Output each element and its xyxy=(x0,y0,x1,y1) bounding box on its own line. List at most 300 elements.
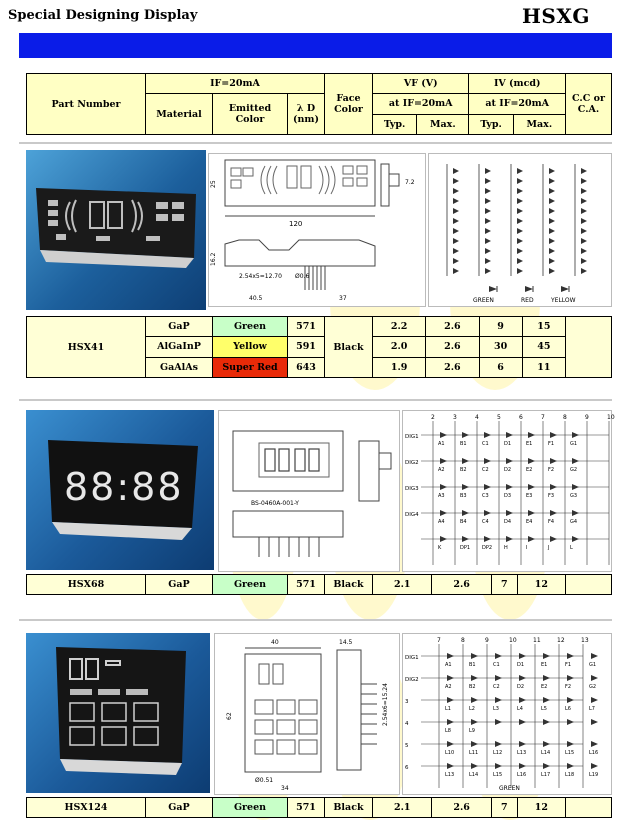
pin-number: 7 xyxy=(437,637,441,644)
hsx41-height-label: 25 xyxy=(210,180,217,188)
brand-name: HSXG xyxy=(522,4,590,28)
pin-number: 10 xyxy=(607,414,615,421)
diode-symbol xyxy=(485,188,491,194)
diode-symbol xyxy=(471,653,478,659)
diode-symbol xyxy=(549,228,555,234)
hsx124-dia-label: Ø0.51 xyxy=(255,777,274,784)
segment-label: L17 xyxy=(541,772,551,778)
segment-label: D2 xyxy=(504,467,512,473)
segment-label: L11 xyxy=(469,750,479,756)
hsx41-ivtyp-2: 30 xyxy=(479,337,522,357)
hsx68-face: Black xyxy=(325,575,373,595)
pin-number: 12 xyxy=(557,637,565,644)
diode-symbol xyxy=(519,719,526,725)
hsx41-vfmax-3: 2.6 xyxy=(426,357,479,377)
hsx41-vfmax-2: 2.6 xyxy=(426,337,479,357)
segment-label: B2 xyxy=(469,684,476,690)
segment-label: G2 xyxy=(589,684,597,690)
segment-label: G1 xyxy=(570,441,578,447)
segment-label: G4 xyxy=(570,519,578,525)
hsx41-color-1: Green xyxy=(213,317,288,337)
diode-symbol xyxy=(549,268,555,274)
diode-symbol xyxy=(453,188,459,194)
segment-label: D3 xyxy=(504,493,512,499)
segment-label: C2 xyxy=(493,684,500,690)
diode-symbol xyxy=(549,248,555,254)
diode-symbol xyxy=(543,719,550,725)
diode-symbol xyxy=(453,258,459,264)
segment-label: E1 xyxy=(526,441,533,447)
hsx124-width-label: 40 xyxy=(271,639,279,646)
diode-symbol xyxy=(581,228,587,234)
segment-label: B2 xyxy=(460,467,467,473)
segment-label: A4 xyxy=(438,519,445,525)
diode-symbol xyxy=(517,228,523,234)
segment-label: D1 xyxy=(517,662,525,668)
diode-symbol xyxy=(572,484,579,490)
diode-symbol xyxy=(549,188,555,194)
segment-label: L10 xyxy=(445,750,455,756)
diode-symbol xyxy=(581,198,587,204)
diode-symbol xyxy=(447,675,454,681)
segment-label: L13 xyxy=(517,750,527,756)
segment-label: E4 xyxy=(526,519,533,525)
segment-label: DP1 xyxy=(460,545,471,551)
hsx68-circuit xyxy=(402,410,615,572)
diode-symbol xyxy=(549,178,555,184)
segment-label: F3 xyxy=(548,493,555,499)
diode-symbol xyxy=(462,458,469,464)
pin-number: 6 xyxy=(519,414,523,421)
segment-label: E3 xyxy=(526,493,533,499)
segment-label: F1 xyxy=(565,662,572,668)
iv-header: IV (mcd) xyxy=(469,74,566,94)
segment-label: L5 xyxy=(541,706,547,712)
segment-label: L15 xyxy=(493,772,503,778)
hsx124-pin-label: 2.54x6=15.24 xyxy=(382,683,389,726)
diode-symbol xyxy=(484,458,491,464)
diode-symbol xyxy=(550,432,557,438)
iv-typ-header: Typ. xyxy=(469,114,513,134)
diode-symbol xyxy=(484,510,491,516)
hsx41-spec-table xyxy=(26,316,612,378)
diode-symbol xyxy=(581,168,587,174)
diode-symbol xyxy=(581,248,587,254)
hsx41-color-2: Yellow xyxy=(213,337,288,357)
row-label: 6 xyxy=(405,765,409,771)
segment-label: L16 xyxy=(589,750,599,756)
diode-symbol xyxy=(495,719,502,725)
row-label: DIG1 xyxy=(405,655,419,661)
diode-symbol xyxy=(495,741,502,747)
vf-condition: at IF=20mA xyxy=(373,94,469,114)
diode-symbol xyxy=(543,763,550,769)
hsx41-circuit xyxy=(428,153,612,307)
hsx41-d3-label: 37 xyxy=(339,295,347,302)
material-header: Material xyxy=(146,94,213,135)
diode-symbol xyxy=(453,238,459,244)
diode-symbol xyxy=(550,458,557,464)
hsx68-code: BS-0460A-001-Y xyxy=(251,500,299,507)
segment-label: L6 xyxy=(565,706,571,712)
diode-symbol xyxy=(453,168,459,174)
segment-label: C2 xyxy=(482,467,489,473)
segment-label: I xyxy=(526,545,528,551)
hsx124-material: GaP xyxy=(146,798,213,818)
segment-label: E2 xyxy=(526,467,533,473)
diode-symbol xyxy=(447,653,454,659)
diode-symbol xyxy=(506,536,513,542)
segment-label: B1 xyxy=(469,662,476,668)
segment-label: B3 xyxy=(460,493,467,499)
diode-symbol xyxy=(453,208,459,214)
diode-symbol xyxy=(543,653,550,659)
segment-label: D2 xyxy=(517,684,525,690)
hsx41-side-label: 7.2 xyxy=(405,179,415,186)
diode-symbol xyxy=(581,238,587,244)
segment-label: L19 xyxy=(589,772,599,778)
segment-label: C1 xyxy=(482,441,489,447)
segment-label: L3 xyxy=(493,706,499,712)
diode-symbol xyxy=(485,168,491,174)
diode-symbol xyxy=(549,198,555,204)
hsx41-material-2: AlGaInP xyxy=(146,337,213,357)
diode-symbol xyxy=(471,763,478,769)
diode-symbol xyxy=(462,536,469,542)
hsx41-ivtyp-1: 9 xyxy=(479,317,522,337)
diode-symbol xyxy=(440,432,447,438)
emitted-color-header: Emitted Color xyxy=(213,94,288,135)
cc-ca-header: C.C or C.A. xyxy=(566,74,612,135)
hsx124-part: HSX124 xyxy=(27,798,146,818)
hsx124-circuit xyxy=(402,633,612,795)
hsx41-part: HSX41 xyxy=(27,317,146,378)
pin-number: 13 xyxy=(581,637,589,644)
segment-label: L2 xyxy=(469,706,475,712)
segment-label: L16 xyxy=(517,772,527,778)
diode-symbol xyxy=(447,719,454,725)
diode-symbol xyxy=(581,208,587,214)
segment-label: B1 xyxy=(460,441,467,447)
diode-symbol xyxy=(572,458,579,464)
segment-label: A1 xyxy=(438,441,445,447)
segment-label: D4 xyxy=(504,519,512,525)
diode-symbol xyxy=(581,258,587,264)
diode-symbol xyxy=(519,763,526,769)
page-title: Special Designing Display xyxy=(8,8,198,23)
diode-symbol xyxy=(549,218,555,224)
hsx41-wl-1: 571 xyxy=(288,317,325,337)
diode-symbol xyxy=(447,697,454,703)
hsx68-color: Green xyxy=(213,575,288,595)
hsx124-wl: 571 xyxy=(288,798,325,818)
diode-symbol xyxy=(528,432,535,438)
diode-symbol xyxy=(471,741,478,747)
diode-symbol xyxy=(462,432,469,438)
segment-label: L8 xyxy=(445,728,451,734)
segment-label: G2 xyxy=(570,467,578,473)
segment-label: E2 xyxy=(541,684,548,690)
hsx68-cc-ca xyxy=(566,575,612,595)
face-color-header: Face Color xyxy=(325,74,373,135)
row-label: DIG2 xyxy=(405,460,419,466)
diode-symbol xyxy=(581,188,587,194)
row-label: 3 xyxy=(405,699,409,705)
hsx124-photo xyxy=(26,633,210,793)
diode-symbol xyxy=(567,653,574,659)
segment-label: DP2 xyxy=(482,545,493,551)
diode-symbol xyxy=(581,268,587,274)
hsx41-wl-3: 643 xyxy=(288,357,325,377)
diode-symbol xyxy=(550,510,557,516)
segment-label: B4 xyxy=(460,519,467,525)
diode-symbol xyxy=(517,198,523,204)
hsx41-vftyp-1: 2.2 xyxy=(373,317,426,337)
hsx68-vftyp: 2.1 xyxy=(373,575,432,595)
diode-symbol xyxy=(517,268,523,274)
segment-label: F2 xyxy=(565,684,572,690)
segment-label: E1 xyxy=(541,662,548,668)
diode-symbol xyxy=(581,178,587,184)
diode-symbol xyxy=(567,741,574,747)
diode-symbol xyxy=(528,484,535,490)
hsx41-vfmax-1: 2.6 xyxy=(426,317,479,337)
segment-label: L18 xyxy=(565,772,575,778)
diode-symbol xyxy=(485,238,491,244)
diode-symbol xyxy=(485,218,491,224)
diode-symbol xyxy=(528,510,535,516)
row-label: DIG2 xyxy=(405,677,419,683)
diode-symbol xyxy=(591,741,598,747)
diode-symbol xyxy=(517,238,523,244)
diode-symbol xyxy=(471,719,478,725)
diode-symbol xyxy=(484,484,491,490)
row-label: DIG1 xyxy=(405,434,419,440)
diode-symbol xyxy=(591,697,598,703)
diode-symbol xyxy=(549,238,555,244)
diode-symbol xyxy=(519,653,526,659)
diode-symbol xyxy=(440,484,447,490)
diode-symbol xyxy=(453,248,459,254)
hsx41-wl-2: 591 xyxy=(288,337,325,357)
pin-number: 10 xyxy=(509,637,517,644)
diode-symbol xyxy=(591,653,598,659)
hsx41-material-3: GaAlAs xyxy=(146,357,213,377)
legend-green: GREEN xyxy=(499,785,520,792)
hsx41-cc-ca xyxy=(566,317,612,378)
diode-symbol xyxy=(591,719,598,725)
diode-symbol xyxy=(581,218,587,224)
hsx41-width-label: 120 xyxy=(289,220,303,228)
hsx124-depth-label: 14.5 xyxy=(339,639,353,646)
hsx41-ivtyp-3: 6 xyxy=(479,357,522,377)
diode-symbol xyxy=(572,510,579,516)
diode-symbol xyxy=(572,536,579,542)
diode-symbol xyxy=(440,458,447,464)
diode-symbol xyxy=(447,741,454,747)
segment-label: L9 xyxy=(469,728,475,734)
diode-symbol xyxy=(447,763,454,769)
hsx124-drawing xyxy=(214,633,400,795)
segment-label: L7 xyxy=(589,706,595,712)
diode-symbol xyxy=(440,536,447,542)
diode-symbol xyxy=(453,198,459,204)
segment-label: L4 xyxy=(517,706,523,712)
hsx41-d2-label: 40.5 xyxy=(249,295,263,302)
segment-label: D1 xyxy=(504,441,512,447)
diode-symbol xyxy=(517,258,523,264)
diode-symbol xyxy=(549,208,555,214)
vf-header: VF (V) xyxy=(373,74,469,94)
pin-number: 3 xyxy=(453,414,457,421)
hsx41-vftyp-3: 1.9 xyxy=(373,357,426,377)
diode-symbol xyxy=(517,248,523,254)
segment-label: A1 xyxy=(445,662,452,668)
iv-max-header: Max. xyxy=(513,114,565,134)
segment-label: F1 xyxy=(548,441,555,447)
hsx41-ivmax-2: 45 xyxy=(522,337,565,357)
part-number-header: Part Number xyxy=(27,74,146,135)
diode-symbol xyxy=(506,510,513,516)
diode-symbol xyxy=(485,198,491,204)
hsx41-vftyp-2: 2.0 xyxy=(373,337,426,357)
divider xyxy=(19,142,612,144)
hsx124-vfmax: 2.6 xyxy=(432,798,491,818)
hsx68-vfmax: 2.6 xyxy=(432,575,491,595)
segment-label: L14 xyxy=(541,750,551,756)
diode-symbol xyxy=(517,188,523,194)
hsx41-pin-label: 2.54x5=12.70 xyxy=(239,273,282,280)
segment-label: F4 xyxy=(548,519,555,525)
hsx68-drawing xyxy=(218,410,400,572)
hsx68-material: GaP xyxy=(146,575,213,595)
pin-number: 11 xyxy=(533,637,541,644)
diode-symbol xyxy=(549,258,555,264)
header-bar xyxy=(19,33,612,58)
segment-label: L1 xyxy=(445,706,451,712)
diode-symbol xyxy=(471,675,478,681)
if-group-header: IF=20mA xyxy=(146,74,325,94)
pin-number: 8 xyxy=(461,637,465,644)
diode-symbol xyxy=(519,675,526,681)
diode-symbol xyxy=(471,697,478,703)
segment-label: L xyxy=(570,545,573,551)
pin-number: 9 xyxy=(585,414,589,421)
hsx41-ivmax-1: 15 xyxy=(522,317,565,337)
row-label: 4 xyxy=(405,721,409,727)
diode-symbol xyxy=(453,228,459,234)
iv-condition: at IF=20mA xyxy=(469,94,566,114)
hsx68-ivtyp: 7 xyxy=(491,575,517,595)
segment-label: J xyxy=(548,545,550,551)
hsx41-depth-label: 16.2 xyxy=(210,252,217,266)
diode-symbol xyxy=(485,268,491,274)
segment-label: L13 xyxy=(445,772,455,778)
row-label: DIG3 xyxy=(405,486,419,492)
diode-symbol xyxy=(506,458,513,464)
hsx124-height-label: 62 xyxy=(226,712,233,720)
diode-symbol xyxy=(517,178,523,184)
pin-number: 7 xyxy=(541,414,545,421)
diode-symbol xyxy=(495,653,502,659)
legend-red: RED xyxy=(521,297,534,304)
segment-label: K xyxy=(438,545,442,551)
spec-header-table xyxy=(26,73,612,135)
diode-symbol xyxy=(453,218,459,224)
diode-symbol xyxy=(567,675,574,681)
hsx124-ivmax: 12 xyxy=(517,798,565,818)
segment-label: C3 xyxy=(482,493,489,499)
diode-symbol xyxy=(543,741,550,747)
diode-symbol xyxy=(440,510,447,516)
segment-label: H xyxy=(504,545,508,551)
hsx68-photo xyxy=(26,410,214,570)
vf-typ-header: Typ. xyxy=(373,114,417,134)
hsx124-ivtyp: 7 xyxy=(491,798,517,818)
diode-symbol xyxy=(591,675,598,681)
segment-label: A3 xyxy=(438,493,445,499)
diode-symbol xyxy=(572,432,579,438)
hsx124-color: Green xyxy=(213,798,288,818)
diode-symbol xyxy=(484,432,491,438)
hsx124-bottom-label: 34 xyxy=(281,785,289,792)
hsx68-ivmax: 12 xyxy=(517,575,565,595)
hsx68-part: HSX68 xyxy=(27,575,146,595)
pin-number: 2 xyxy=(431,414,435,421)
diode-symbol xyxy=(517,208,523,214)
segment-label: G1 xyxy=(589,662,597,668)
diode-symbol xyxy=(549,168,555,174)
divider xyxy=(19,619,612,621)
diode-symbol xyxy=(567,719,574,725)
diode-symbol xyxy=(506,432,513,438)
diode-symbol xyxy=(528,536,535,542)
diode-symbol xyxy=(453,268,459,274)
hsx41-photo xyxy=(26,150,206,310)
diode-symbol xyxy=(543,697,550,703)
vf-max-header: Max. xyxy=(417,114,469,134)
segment-label: A2 xyxy=(438,467,445,473)
hsx124-spec-table xyxy=(26,797,612,818)
diode-symbol xyxy=(485,228,491,234)
hsx124-vftyp: 2.1 xyxy=(373,798,432,818)
hsx41-dia-label: Ø0.6 xyxy=(295,273,310,280)
segment-label: L12 xyxy=(493,750,503,756)
segment-label: C1 xyxy=(493,662,500,668)
segment-label: A2 xyxy=(445,684,452,690)
hsx124-face: Black xyxy=(325,798,373,818)
pin-number: 8 xyxy=(563,414,567,421)
diode-symbol xyxy=(495,675,502,681)
pin-number: 5 xyxy=(497,414,501,421)
diode-symbol xyxy=(462,510,469,516)
legend-yellow: YELLOW xyxy=(551,297,576,304)
diode-symbol xyxy=(495,763,502,769)
diode-symbol xyxy=(506,484,513,490)
diode-symbol xyxy=(485,248,491,254)
pin-number: 4 xyxy=(475,414,479,421)
hsx68-digits: 88:88 xyxy=(64,465,184,509)
diode-symbol xyxy=(462,484,469,490)
diode-symbol xyxy=(485,208,491,214)
diode-symbol xyxy=(550,536,557,542)
divider xyxy=(19,399,612,401)
hsx41-face: Black xyxy=(325,317,373,378)
lambda-header: λ D (nm) xyxy=(288,94,325,135)
hsx68-wl: 571 xyxy=(288,575,325,595)
diode-symbol xyxy=(567,763,574,769)
diode-symbol xyxy=(453,178,459,184)
